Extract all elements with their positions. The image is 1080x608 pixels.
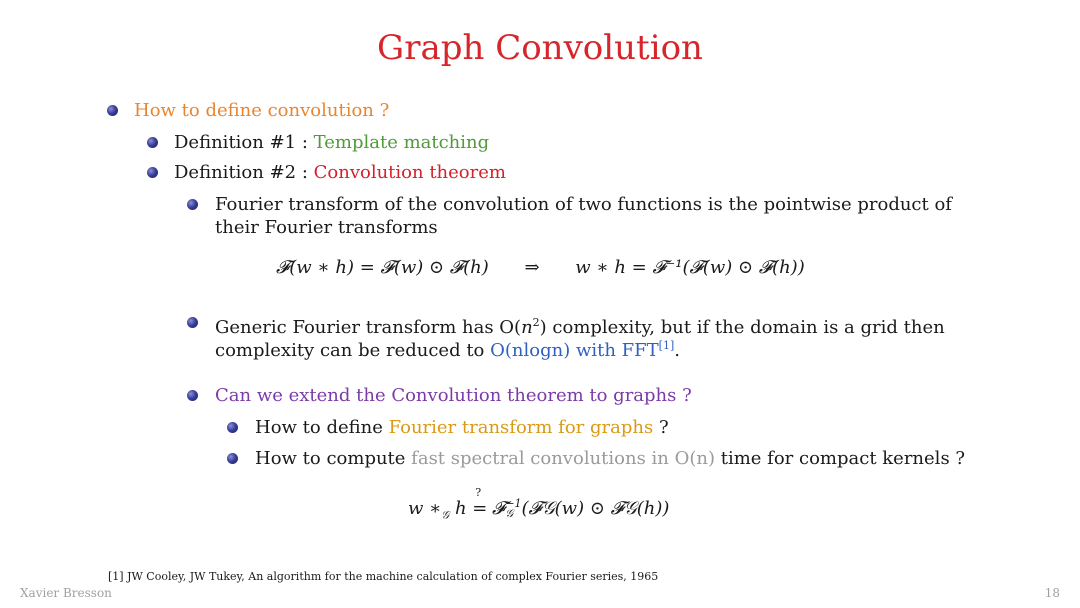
question-equals: ? = <box>472 486 488 519</box>
author-name: Xavier Bresson <box>20 586 112 600</box>
bullet-icon <box>107 105 118 116</box>
bullet-complexity-line1: Generic Fourier transform has $O(n^2)$ complexity, but if the domain is a grid then <box>215 316 945 338</box>
equation-graph-convolution: w $∗_𝒢$ h ? = 𝓕 −1 𝒢 (𝓕𝒢(w) ⊙ 𝓕𝒢(h)) <box>408 486 670 522</box>
equation-convolution-theorem: 𝓕(w ∗ h) = 𝓕(w) ⊙ 𝓕(h) ⇒ w ∗ h = 𝓕⁻¹(𝓕(w) ⊙ 𝓕(h)) <box>276 257 805 278</box>
bullet-icon <box>147 167 158 178</box>
bullet-icon <box>187 390 198 401</box>
slide-title: Graph Convolution <box>377 28 703 68</box>
bullet-definition-2: Definition #2 : Convolution theorem <box>174 162 506 183</box>
bullet-icon <box>187 199 198 210</box>
bullet-icon <box>187 317 198 328</box>
bullet-definition-1: Definition #1 : Template matching <box>174 132 490 153</box>
bullet-icon <box>147 137 158 148</box>
page-number: 18 <box>1044 586 1060 600</box>
bullet-complexity-line2: complexity can be reduced to O(nlogn) with FFT[1]. <box>215 339 680 361</box>
bullet-compute-spectral: How to compute fast spectral convolutions in O(n) time for compact kernels ? <box>255 448 966 469</box>
footnote: [1] JW Cooley, JW Tukey, An algorithm for the machine calculation of complex Fourier series, 1965 <box>108 570 659 583</box>
bullet-how-to-define: How to define convolution ? <box>134 100 390 121</box>
bullet-extend-graphs: Can we extend the Convolution theorem to graphs ? <box>215 385 692 406</box>
bullet-icon <box>227 453 238 464</box>
bullet-icon <box>227 422 238 433</box>
bullet-fourier-line2: their Fourier transforms <box>215 217 438 238</box>
bullet-define-fourier-graphs: How to define Fourier transform for graphs ? <box>255 417 669 438</box>
bullet-fourier-line1: Fourier transform of the convolution of two functions is the pointwise product of <box>215 194 952 215</box>
